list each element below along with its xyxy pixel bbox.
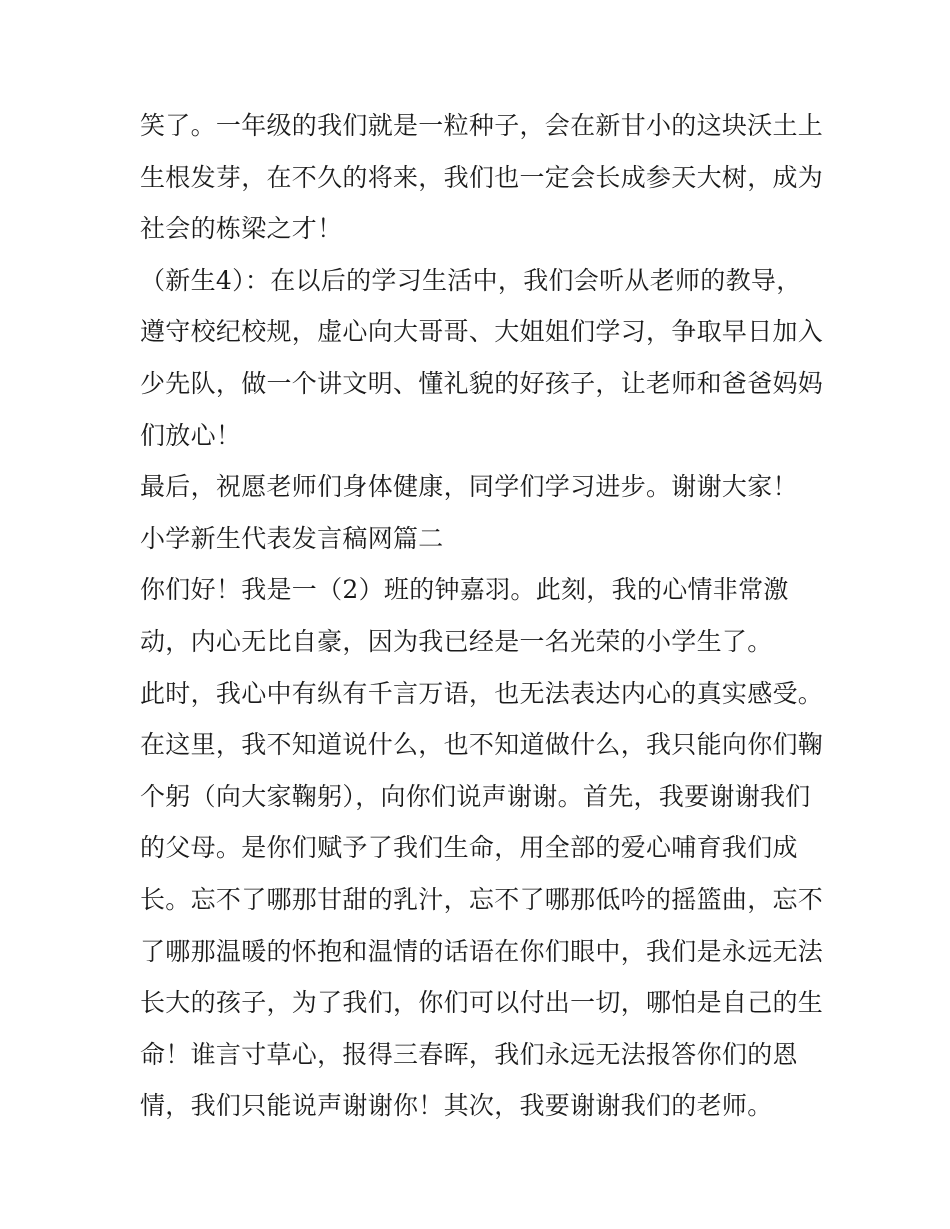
text-line: 了哪那温暖的怀抱和温情的话语在你们眼中，我们是永远无法: [140, 936, 824, 966]
text-line: 你们好！我是一（2）班的钟嘉羽。此刻，我的心情非常激: [140, 575, 789, 605]
text-line: 少先队，做一个讲文明、懂礼貌的好孩子，让老师和爸爸妈妈: [140, 368, 824, 398]
text-line: 们放心！: [140, 420, 242, 450]
text-line: 遵守校纪校规，虚心向大哥哥、大姐姐们学习，争取早日加入: [140, 317, 824, 347]
text-line: 此时，我心中有纵有千言万语，也无法表达内心的真实感受。: [140, 678, 824, 708]
text-line: 动，内心无比自豪，因为我已经是一名光荣的小学生了。: [140, 626, 773, 656]
text-line: 笑了。一年级的我们就是一粒种子，会在新甘小的这块沃土上: [140, 111, 824, 140]
body-text: [140, 100, 830, 1132]
text-line: 个躬（向大家鞠躬），向你们说声谢谢。首先，我要谢谢我们: [140, 781, 811, 811]
text-line: 长。忘不了哪那甘甜的乳汁，忘不了哪那低吟的摇篮曲，忘不: [140, 884, 824, 914]
text-line: 最后，祝愿老师们身体健康，同学们学习进步。谢谢大家！: [140, 472, 798, 502]
text-line: 在这里，我不知道说什么，也不知道做什么，我只能向你们鞠: [140, 730, 824, 760]
text-line: （新生4）：在以后的学习生活中，我们会听从老师的教导，: [140, 265, 802, 295]
text-line: 的父母。是你们赋予了我们生命，用全部的爱心哺育我们成: [140, 833, 798, 863]
text-line: 命！谁言寸草心，报得三春晖，我们永远无法报答你们的恩: [140, 1039, 798, 1069]
text-line: 生根发芽，在不久的将来，我们也一定会长成参天大树，成为: [140, 162, 824, 192]
text-line: 情，我们只能说声谢谢你！其次，我要谢谢我们的老师。: [140, 1091, 773, 1121]
text-line: 社会的栋梁之才！: [140, 214, 343, 244]
text-line: 长大的孩子，为了我们，你们可以付出一切，哪怕是自己的生: [140, 988, 824, 1018]
section-heading: 小学新生代表发言稿网篇二: [140, 523, 444, 553]
